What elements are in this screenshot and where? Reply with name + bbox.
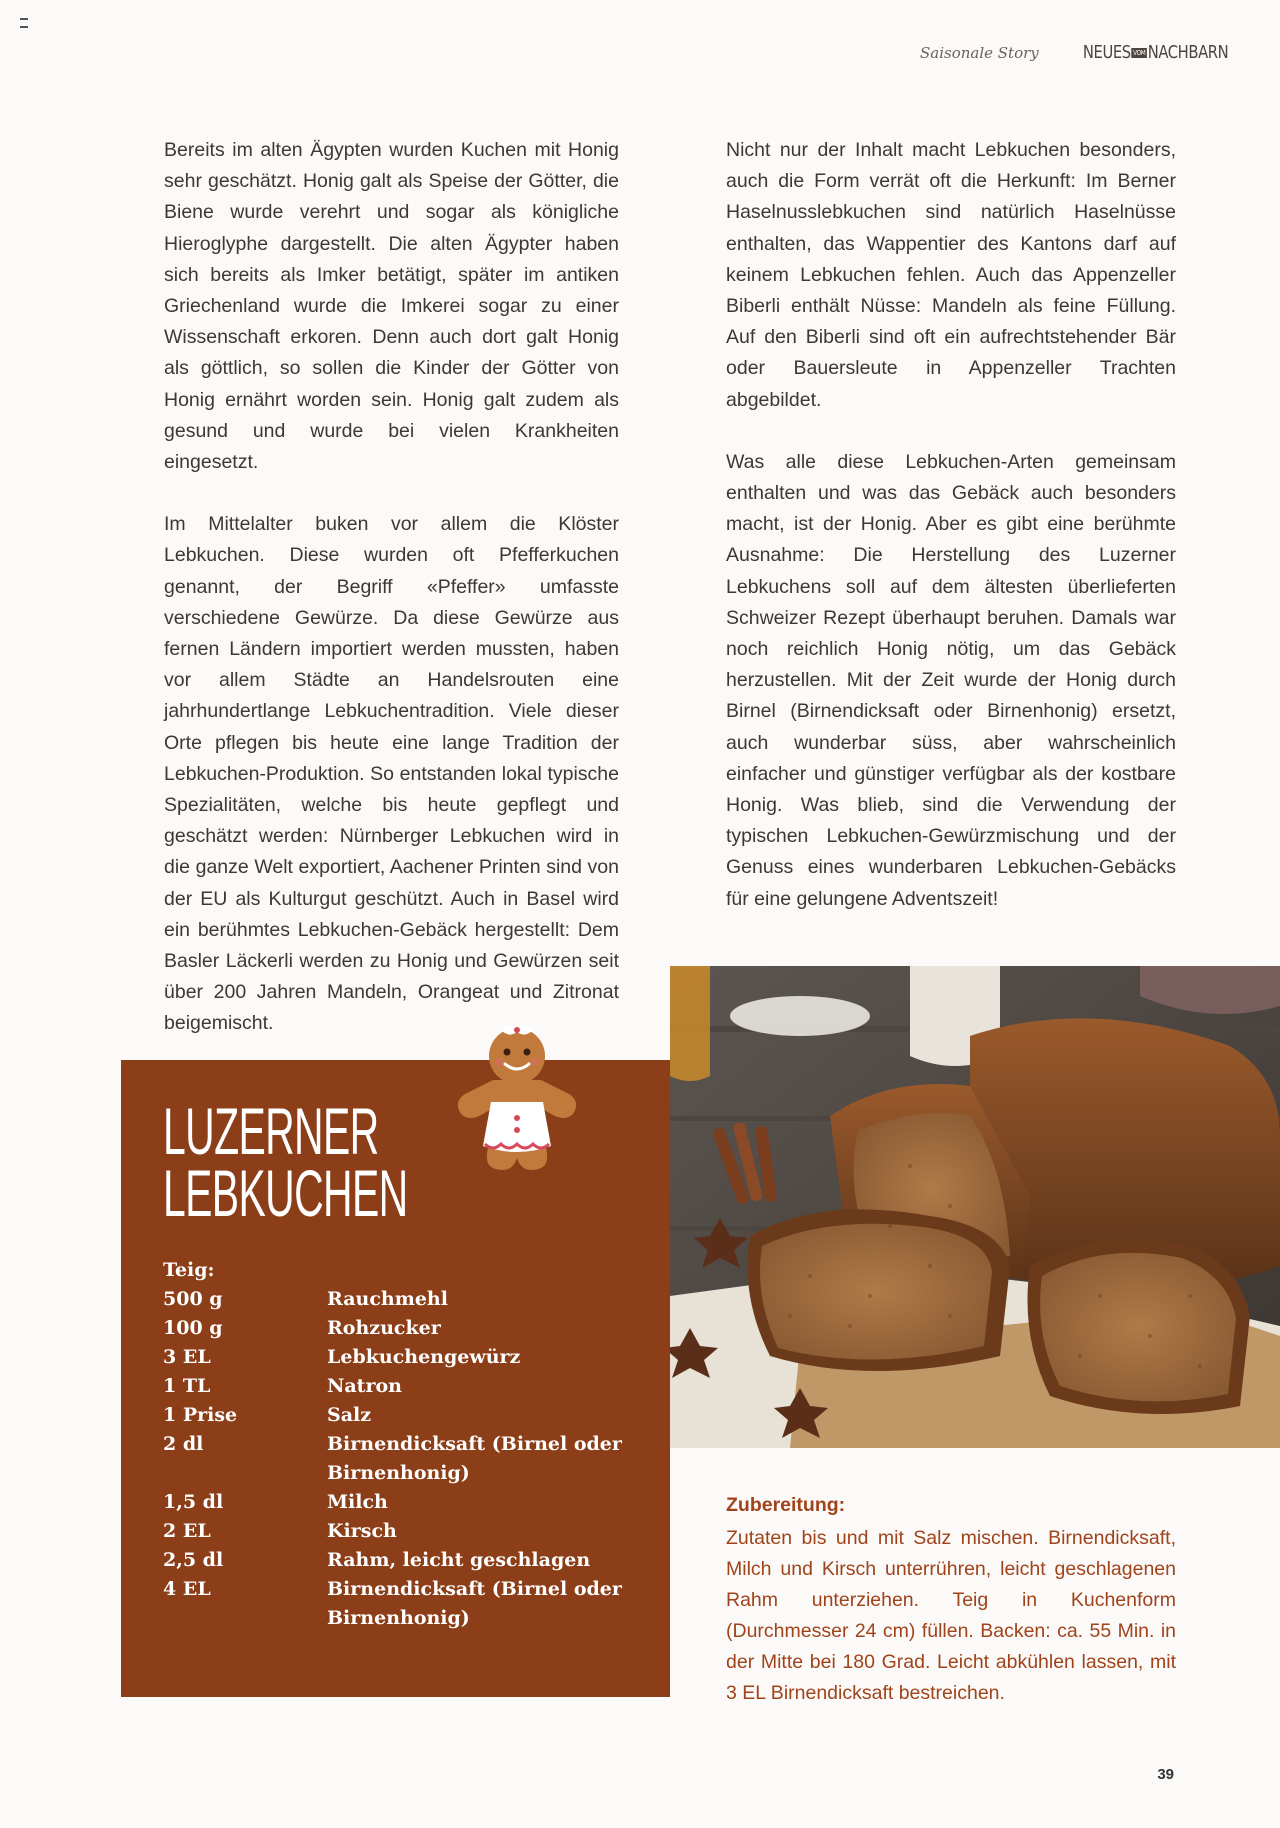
ingredient-row [163, 1575, 627, 1633]
ingredient-qty: 2,5 dl [163, 1549, 224, 1571]
ingredient-row [163, 1546, 627, 1575]
article-paragraph: Nicht nur der Inhalt macht Lebkuchen besonders, auch die Form verrät oft die Herkunft: Im Berner Haselnusslebkuchen sind natürlich Haselnüsse enthalten, das Wappentier des Kantons darf auf keinem Lebkuchen fehlen. Auch das Appenzeller Biberli enthält Nüsse: Mandeln als feine Füllung. Auf den Biberli sind oft ein aufrechtstehender Bär oder Bauersleute in Appenzeller Trachten abgebildet. [726, 139, 1176, 411]
article-right-column [726, 135, 1176, 946]
article-paragraph: Im Mittelalter buken vor allem die Klöster Lebkuchen. Diese wurden oft Pfefferkuchen genannt, der Begriff «Pfeffer» umfasste verschiedene Gewürze. Da diese Gewürze aus fernen Ländern importiert werden mussten, haben vor allem Städte an Handelsrouten eine jahrhundertlange Lebkuchentradition. Viele dieser Orte pflegen bis heute eine lange Tradition der Lebkuchen-Produktion. So entstanden lokal typische Spezialitäten, welche bis heute gepflegt und geschätzt werden: Nürnberger Lebkuchen wird in die ganze Welt exportiert, Aachener Printen sind von der EU als Kulturgut geschützt. Auch in Basel wird ein berühmtes Lebkuchen-Gebäck hergestellt: Dem Basler Läckerli werden zu Honig und Gewürzen seit über 200 Jahren Mandeln, Orangeat und Zitronat beigemischt. [164, 513, 619, 1035]
ingredient-row [163, 1401, 627, 1430]
gingerbread-icon [447, 1022, 587, 1182]
ingredient-name: Rohzucker [327, 1317, 441, 1339]
article-paragraph: Was alle diese Lebkuchen-Arten gemeinsam enthalten und was das Gebäck auch besonders macht, ist der Honig. Aber es gibt eine berühmte Ausnahme: Die Herstellung des Luzerner Lebkuchens soll auf dem ältesten überlieferten Schweizer Rezept überhaupt beruhen. Damals war noch reichlich Honig nötig, um das Gebäck herzustellen. Mit der Zeit wurde der Honig durch Birnel (Birnendicksaft oder Birnenhonig) ersetzt, auch wunderbar süss, aber wahrscheinlich einfacher und günstiger verfügbar als der kostbare Honig. Was blieb, sind die Verwendung der typischen Lebkuchen-Gewürzmischung und der Genuss eines wunderbaren Lebkuchen-Gebäcks für eine gelungene Adventszeit! [726, 450, 1176, 910]
ingredient-qty: 3 EL [163, 1346, 211, 1368]
ingredient-qty: 1 Prise [163, 1404, 238, 1426]
ingredient-name: Lebkuchengewürz [327, 1346, 521, 1368]
recipe-box [121, 1060, 670, 1697]
preparation-heading: Zubereitung: [726, 1494, 846, 1516]
brand-logo: NEUES VOM NACHBARN [1082, 42, 1228, 63]
ingredient-qty: 2 EL [163, 1520, 211, 1542]
ingredient-list [163, 1256, 627, 1633]
ingredient-name: Rauchmehl [327, 1288, 448, 1310]
ingredient-name: Birnendicksaft (Birnel oder Birnenhonig) [327, 1433, 622, 1484]
lebkuchen-photo [670, 966, 1280, 1448]
dough-heading: Teig: [163, 1259, 215, 1281]
ingredient-name: Salz [327, 1404, 372, 1426]
ingredient-row [163, 1314, 627, 1343]
section-label: Saisonale Story [919, 43, 1039, 62]
article-paragraph: Bereits im alten Ägypten wurden Kuchen mit Honig sehr geschätzt. Honig galt als Speise der Götter, die Biene wurde verehrt und sogar als königliche Hieroglyphe dargestellt. Die alten Ägypter haben sich bereits als Imker betätigt, später im antiken Griechenland wurde die Imkerei sogar zu einer Wissenschaft erkoren. Denn auch dort galt Honig als göttlich, so sollen die Kinder der Götter von Honig ernährt worden sein. Honig galt zudem als gesund und wurde bei vielen Krankheiten eingesetzt. [164, 139, 619, 474]
ingredient-row [163, 1517, 627, 1546]
ingredient-qty: 2 dl [163, 1433, 204, 1455]
ingredient-qty: 100 g [163, 1317, 223, 1339]
ingredient-row [163, 1372, 627, 1401]
preparation-section [726, 1490, 1176, 1709]
ingredient-qty: 1,5 dl [163, 1491, 224, 1513]
ingredient-name: Kirsch [327, 1520, 397, 1542]
ingredient-row [163, 1430, 627, 1488]
ingredient-name: Natron [327, 1375, 402, 1397]
preparation-text: Zutaten bis und mit Salz mischen. Birnendicksaft, Milch und Kirsch unterrühren, leicht geschlagenen Rahm unterziehen. Teig in Kuchenform (Durchmesser 24 cm) füllen. Backen: ca. 55 Min. in der Mitte bei 180 Grad. Leicht abkühlen lassen, mit 3 EL Birnendicksaft bestreichen. [726, 1527, 1176, 1704]
ingredient-row [163, 1488, 627, 1517]
ingredient-qty: 1 TL [163, 1375, 211, 1397]
page-header [920, 42, 1228, 63]
recipe-title: LUZERNER LEBKUCHEN [163, 1094, 408, 1230]
ingredient-row [163, 1285, 627, 1314]
ingredient-name: Rahm, leicht geschlagen [327, 1549, 591, 1571]
page-number: 39 [1157, 1766, 1174, 1783]
article-left-column [164, 135, 619, 1071]
corner-menu-icon [20, 18, 28, 28]
ingredient-qty: 4 EL [163, 1578, 211, 1600]
ingredient-name: Milch [327, 1491, 388, 1513]
ingredient-name: Birnendicksaft (Birnel oder Birnenhonig) [327, 1578, 622, 1629]
ingredient-qty: 500 g [163, 1288, 223, 1310]
ingredient-row [163, 1343, 627, 1372]
